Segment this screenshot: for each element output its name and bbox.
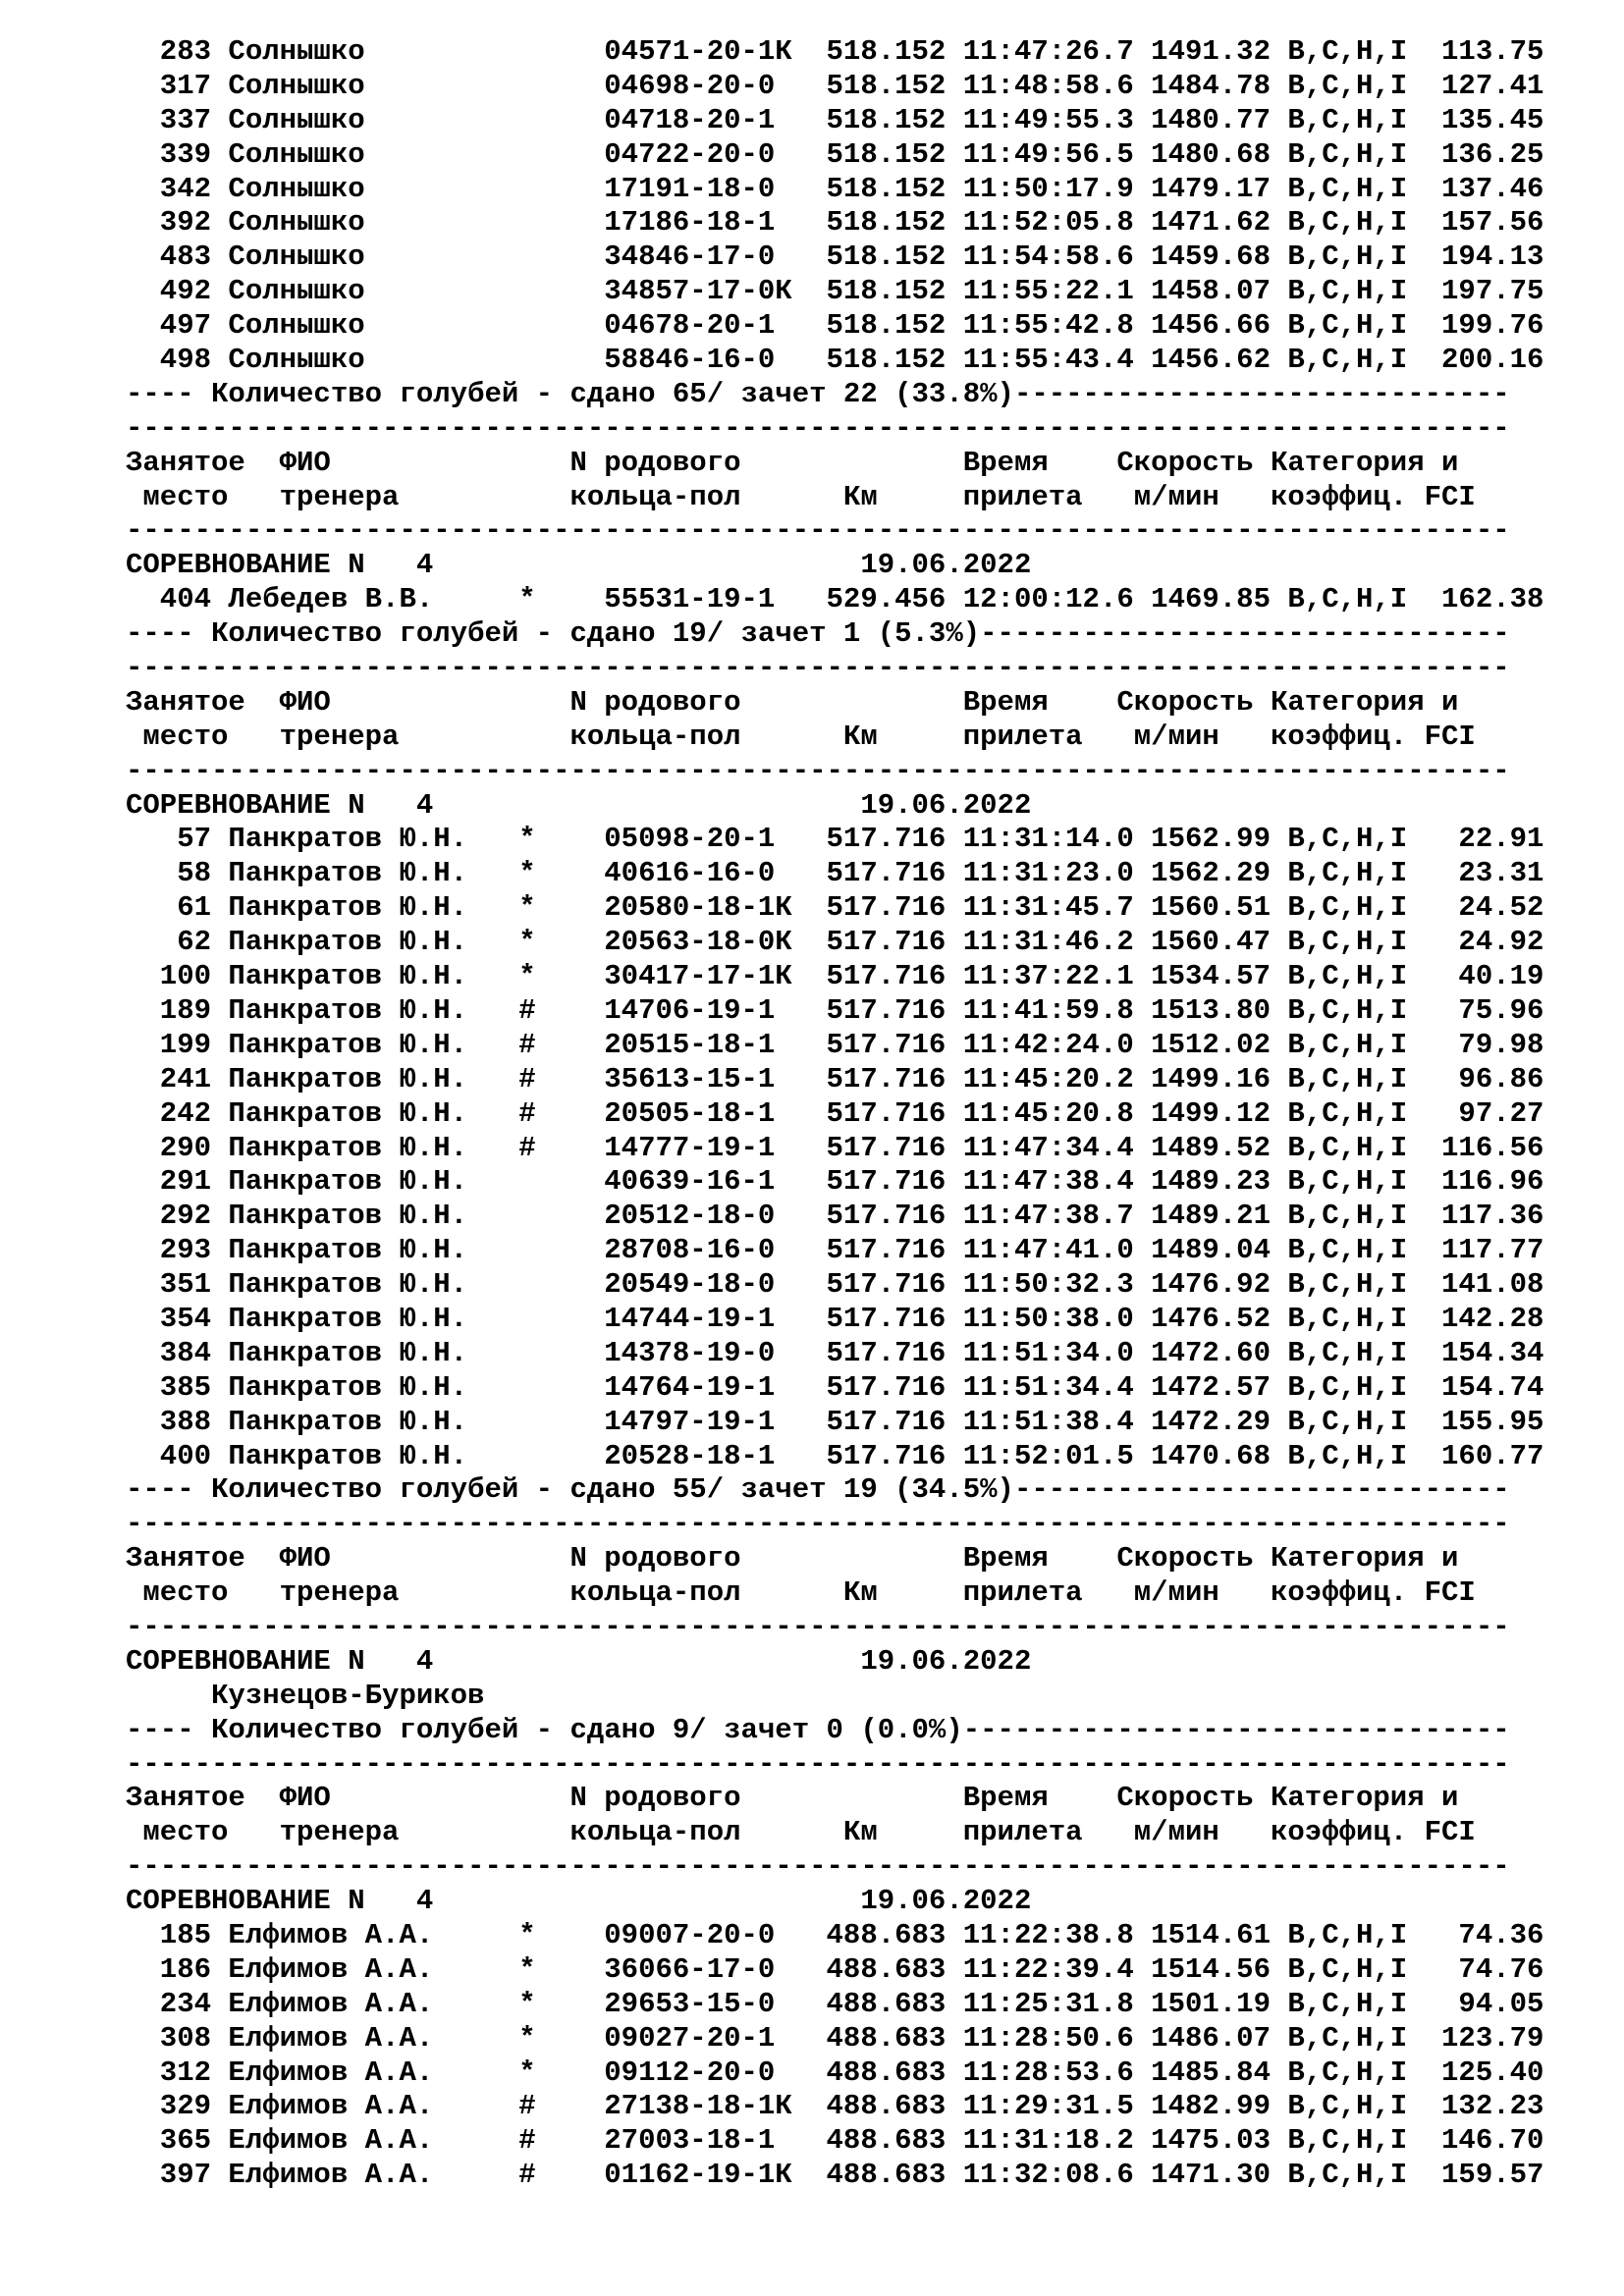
text-line: 290 Панкратов Ю.Н. # 14777-19-1 517.716 11:47:34.4 1489.52 B,C,H,I 116.56 (126, 1131, 1544, 1164)
text-line: 57 Панкратов Ю.Н. * 05098-20-1 517.716 11:31:14.0 1562.99 B,C,H,I 22.91 (126, 823, 1544, 856)
text-line: 312 Елфимов А.А. * 09112-20-0 488.683 11:28:53.6 1485.84 B,C,H,I 125.40 (126, 2056, 1544, 2089)
text-line: 397 Елфимов А.А. # 01162-19-1К 488.683 11:32:08.6 1471.30 B,C,H,I 159.57 (126, 2159, 1544, 2192)
text-line: ---- Количество голубей - сдано 65/ зачет 22 (33.8%)----------------------------- (126, 377, 1510, 410)
text-line: 100 Панкратов Ю.Н. * 30417-17-1К 517.716 11:37:22.1 1534.57 B,C,H,I 40.19 (126, 960, 1544, 993)
text-line: 241 Панкратов Ю.Н. # 35613-15-1 517.716 11:45:20.2 1499.16 B,C,H,I 96.86 (126, 1062, 1544, 1095)
text-line: --------------------------------------------------------------------------------- (126, 1747, 1510, 1781)
text-line: --------------------------------------------------------------------------------- (126, 652, 1510, 685)
text-line: --------------------------------------------------------------------------------- (126, 514, 1510, 548)
text-line: 385 Панкратов Ю.Н. 14764-19-1 517.716 11:51:34.4 1472.57 B,C,H,I 154.74 (126, 1370, 1544, 1404)
text-line: 291 Панкратов Ю.Н. 40639-16-1 517.716 11:47:38.4 1489.23 B,C,H,I 116.96 (126, 1165, 1544, 1199)
text-line: 199 Панкратов Ю.Н. # 20515-18-1 517.716 11:42:24.0 1512.02 B,C,H,I 79.98 (126, 1028, 1544, 1061)
text-line: Занятое ФИО N родового Время Скорость Категория и (126, 1782, 1459, 1815)
text-line: Кузнецов-Буриков (126, 1679, 485, 1712)
text-line: 351 Панкратов Ю.Н. 20549-18-0 517.716 11:50:32.3 1476.92 B,C,H,I 141.08 (126, 1268, 1544, 1302)
text-line: 329 Елфимов А.А. # 27138-18-1К 488.683 11:29:31.5 1482.99 B,C,H,I 132.23 (126, 2090, 1544, 2123)
text-line: СОРЕВНОВАНИЕ N 4 19.06.2022 (126, 1644, 1032, 1678)
text-line: 317 Солнышко 04698-20-0 518.152 11:48:58.6 1484.78 B,C,H,I 127.41 (126, 69, 1544, 102)
text-line: 384 Панкратов Ю.Н. 14378-19-0 517.716 11:51:34.0 1472.60 B,C,H,I 154.34 (126, 1336, 1544, 1369)
text-line: --------------------------------------------------------------------------------- (126, 1610, 1510, 1643)
text-line: 492 Солнышко 34857-17-0К 518.152 11:55:22.1 1458.07 B,C,H,I 197.75 (126, 275, 1544, 308)
text-line: 308 Елфимов А.А. * 09027-20-1 488.683 11:28:50.6 1486.07 B,C,H,I 123.79 (126, 2021, 1544, 2055)
text-line: место тренера кольца-пол Км прилета м/мин коэффиц. FCI (126, 1576, 1476, 1610)
text-line: 185 Елфимов А.А. * 09007-20-0 488.683 11:22:38.8 1514.61 B,C,H,I 74.36 (126, 1918, 1544, 1951)
text-line: Занятое ФИО N родового Время Скорость Категория и (126, 446, 1459, 479)
text-line: Занятое ФИО N родового Время Скорость Категория и (126, 685, 1459, 719)
text-line: ---- Количество голубей - сдано 19/ зачет 1 (5.3%)------------------------------- (126, 617, 1510, 651)
text-line: 392 Солнышко 17186-18-1 518.152 11:52:05.8 1471.62 B,C,H,I 157.56 (126, 206, 1544, 240)
text-line: 388 Панкратов Ю.Н. 14797-19-1 517.716 11:51:38.4 1472.29 B,C,H,I 155.95 (126, 1405, 1544, 1438)
text-line: 62 Панкратов Ю.Н. * 20563-18-0К 517.716 11:31:46.2 1560.47 B,C,H,I 24.92 (126, 926, 1544, 959)
text-line: место тренера кольца-пол Км прилета м/мин коэффиц. FCI (126, 1816, 1476, 1849)
text-line: 483 Солнышко 34846-17-0 518.152 11:54:58.6 1459.68 B,C,H,I 194.13 (126, 240, 1544, 274)
text-line: --------------------------------------------------------------------------------- (126, 754, 1510, 787)
text-line: СОРЕВНОВАНИЕ N 4 19.06.2022 (126, 788, 1032, 822)
results-document (126, 35, 1543, 2193)
text-line: ---- Количество голубей - сдано 9/ зачет 0 (0.0%)-------------------------------- (126, 1713, 1510, 1746)
text-line: 292 Панкратов Ю.Н. 20512-18-0 517.716 11:47:38.7 1489.21 B,C,H,I 117.36 (126, 1200, 1544, 1233)
text-line: место тренера кольца-пол Км прилета м/мин коэффиц. FCI (126, 480, 1476, 513)
text-line: 58 Панкратов Ю.Н. * 40616-16-0 517.716 11:31:23.0 1562.29 B,C,H,I 23.31 (126, 857, 1544, 890)
text-line: 354 Панкратов Ю.Н. 14744-19-1 517.716 11:50:38.0 1476.52 B,C,H,I 142.28 (126, 1302, 1544, 1335)
text-line: 189 Панкратов Ю.Н. # 14706-19-1 517.716 11:41:59.8 1513.80 B,C,H,I 75.96 (126, 993, 1544, 1027)
text-line: 283 Солнышко 04571-20-1К 518.152 11:47:26.7 1491.32 B,C,H,I 113.75 (126, 35, 1544, 68)
text-line: 337 Солнышко 04718-20-1 518.152 11:49:55.3 1480.77 B,C,H,I 135.45 (126, 103, 1544, 136)
text-line: 497 Солнышко 04678-20-1 518.152 11:55:42.8 1456.66 B,C,H,I 199.76 (126, 309, 1544, 343)
text-line: ---- Количество голубей - сдано 55/ зачет 19 (34.5%)----------------------------- (126, 1473, 1510, 1507)
text-line: место тренера кольца-пол Км прилета м/мин коэффиц. FCI (126, 720, 1476, 753)
text-line: Занятое ФИО N родового Время Скорость Категория и (126, 1542, 1459, 1575)
text-line: СОРЕВНОВАНИЕ N 4 19.06.2022 (126, 549, 1032, 582)
text-line: --------------------------------------------------------------------------------- (126, 411, 1510, 445)
text-line: 293 Панкратов Ю.Н. 28708-16-0 517.716 11:47:41.0 1489.04 B,C,H,I 117.77 (126, 1234, 1544, 1267)
text-line: 234 Елфимов А.А. * 29653-15-0 488.683 11:25:31.8 1501.19 B,C,H,I 94.05 (126, 1987, 1544, 2020)
text-line: --------------------------------------------------------------------------------- (126, 1850, 1510, 1884)
text-line: СОРЕВНОВАНИЕ N 4 19.06.2022 (126, 1885, 1032, 1918)
text-line: 242 Панкратов Ю.Н. # 20505-18-1 517.716 11:45:20.8 1499.12 B,C,H,I 97.27 (126, 1096, 1544, 1130)
text-line: 365 Елфимов А.А. # 27003-18-1 488.683 11:31:18.2 1475.03 B,C,H,I 146.70 (126, 2124, 1544, 2158)
text-line: 342 Солнышко 17191-18-0 518.152 11:50:17.9 1479.17 B,C,H,I 137.46 (126, 172, 1544, 205)
text-line: 61 Панкратов Ю.Н. * 20580-18-1К 517.716 11:31:45.7 1560.51 B,C,H,I 24.52 (126, 891, 1544, 925)
text-line: 404 Лебедев В.В. * 55531-19-1 529.456 12:00:12.6 1469.85 B,C,H,I 162.38 (126, 583, 1544, 616)
text-line: 400 Панкратов Ю.Н. 20528-18-1 517.716 11:52:01.5 1470.68 B,C,H,I 160.77 (126, 1439, 1544, 1472)
text-line: --------------------------------------------------------------------------------- (126, 1508, 1510, 1541)
text-line: 339 Солнышко 04722-20-0 518.152 11:49:56.5 1480.68 B,C,H,I 136.25 (126, 137, 1544, 171)
text-line: 186 Елфимов А.А. * 36066-17-0 488.683 11:22:39.4 1514.56 B,C,H,I 74.76 (126, 1952, 1544, 1986)
text-line: 498 Солнышко 58846-16-0 518.152 11:55:43.4 1456.62 B,C,H,I 200.16 (126, 344, 1544, 377)
